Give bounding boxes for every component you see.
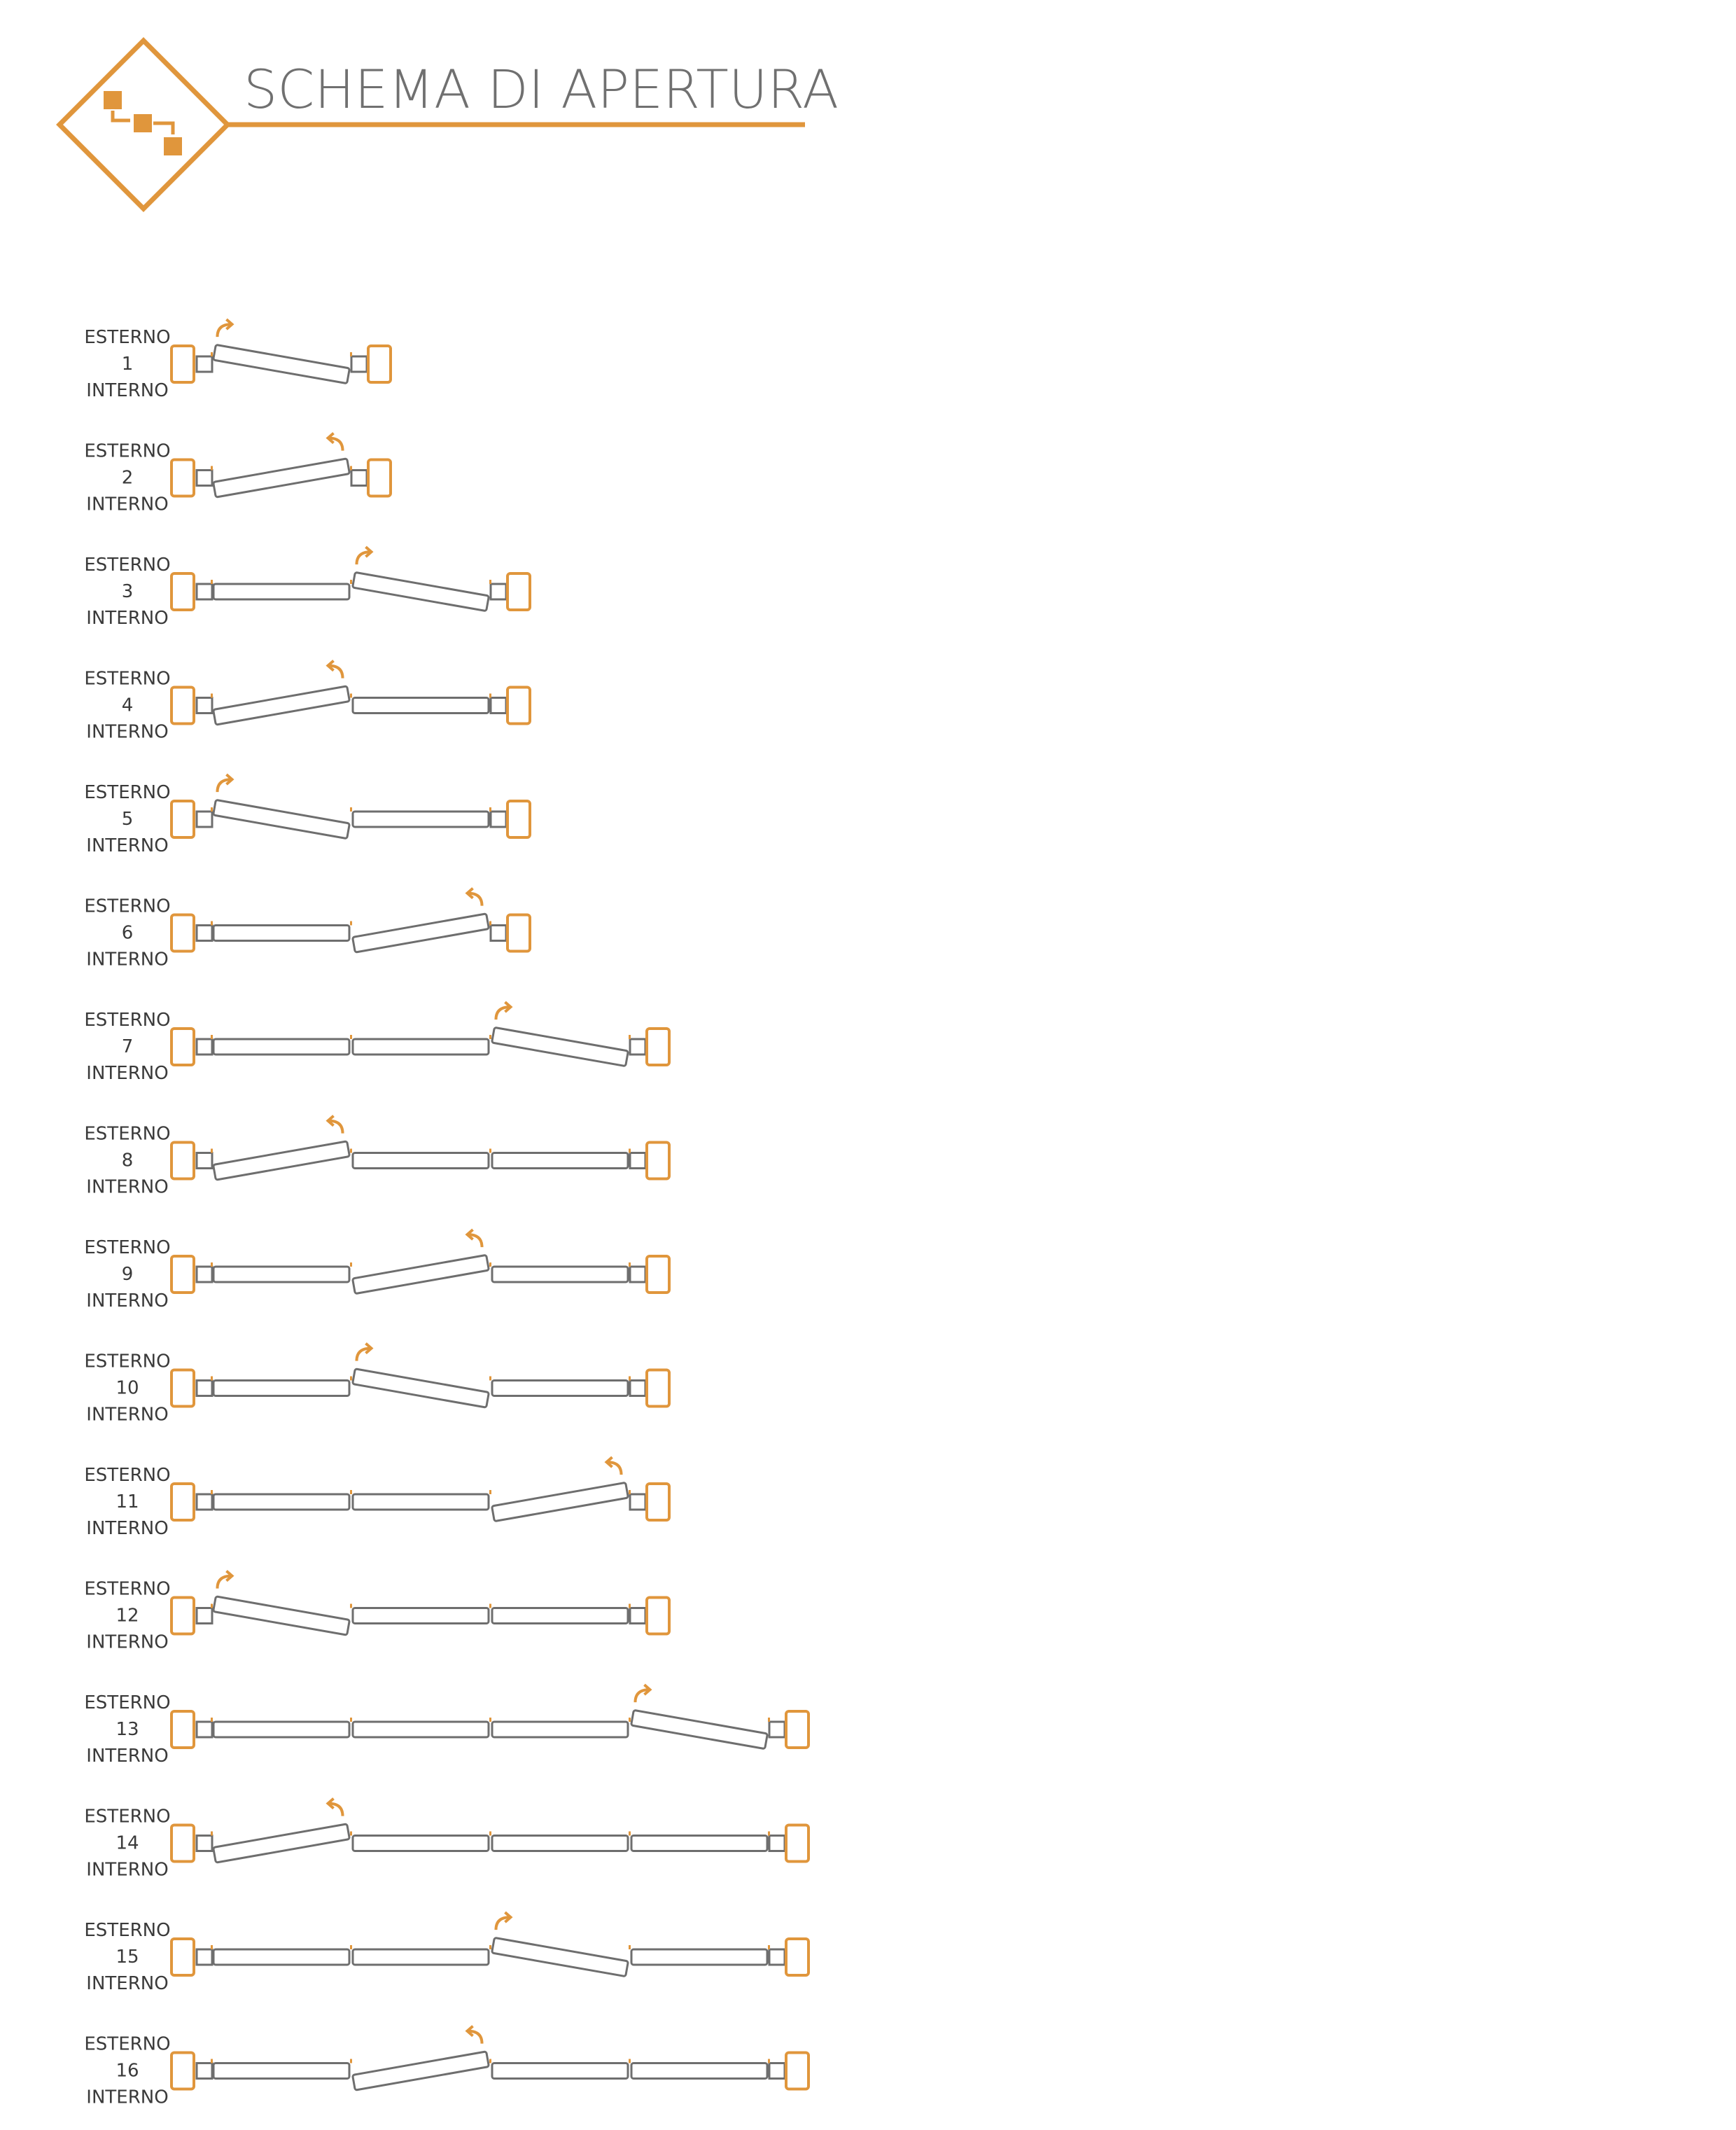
right-jamb-stub (491, 698, 506, 714)
fixed-panel (214, 1494, 349, 1510)
left-frame-post (172, 1825, 194, 1862)
rotate-ccw-arrow-icon (328, 661, 343, 678)
right-jamb-stub (630, 1608, 645, 1624)
hinge-mark (768, 2059, 770, 2063)
hinge-mark (211, 352, 213, 356)
fixed-panel (353, 1722, 489, 1737)
right-frame-post (786, 2053, 808, 2089)
left-frame-post (172, 801, 194, 837)
right-jamb-stub (769, 2063, 785, 2079)
inside-label: INTERNO (86, 1973, 169, 1994)
hinge-mark (629, 1945, 631, 1949)
page-title: SCHEMA DI APERTURA (244, 58, 839, 120)
scheme-number: 16 (115, 2060, 139, 2082)
opening-panel (492, 1027, 629, 1066)
left-jamb-stub (197, 698, 212, 714)
scheme-row (84, 1912, 808, 1994)
hinge-mark (350, 1945, 352, 1949)
outside-label: ESTERNO (84, 1351, 171, 1372)
hinge-mark (489, 1035, 491, 1039)
hinge-mark (489, 2059, 491, 2063)
right-frame-post (647, 1143, 669, 1179)
outside-label: ESTERNO (84, 1123, 171, 1145)
left-frame-post (172, 2053, 194, 2089)
outside-label: ESTERNO (84, 327, 171, 348)
opening-panel (353, 1255, 489, 1293)
fixed-panel (492, 2063, 628, 2079)
hinge-mark (768, 1718, 770, 1722)
hinge-mark (211, 694, 213, 698)
hinge-mark (489, 580, 491, 584)
outside-label: ESTERNO (84, 1920, 171, 1941)
right-jamb-stub (351, 471, 367, 486)
outside-label: ESTERNO (84, 1465, 171, 1486)
inside-label: INTERNO (86, 1746, 169, 1767)
hinge-mark (768, 1945, 770, 1949)
inside-label: INTERNO (86, 494, 169, 515)
hinge-mark (211, 1149, 213, 1153)
right-jamb-stub (769, 1722, 785, 1737)
outside-label: ESTERNO (84, 782, 171, 803)
fixed-panel (214, 584, 349, 599)
left-frame-post (172, 1711, 194, 1748)
right-jamb-stub (491, 584, 506, 599)
hinge-mark (629, 1149, 631, 1153)
fixed-panel (214, 1722, 349, 1737)
scheme-number: 9 (121, 1264, 134, 1285)
hinge-mark (489, 921, 491, 926)
opening-panel (214, 686, 350, 725)
fixed-panel (353, 1494, 489, 1510)
hinge-mark (489, 807, 491, 812)
hinge-mark (489, 1832, 491, 1836)
hinge-mark (350, 921, 352, 926)
fixed-panel (631, 1836, 767, 1851)
left-frame-post (172, 688, 194, 724)
fixed-panel (214, 1267, 349, 1282)
scheme-number: 4 (121, 695, 134, 716)
hinge-mark (350, 1035, 352, 1039)
left-jamb-stub (197, 1267, 212, 1282)
rotate-ccw-arrow-icon (468, 2026, 482, 2044)
right-jamb-stub (351, 356, 367, 372)
fixed-panel (353, 1153, 489, 1169)
hinge-mark (211, 1945, 213, 1949)
scheme-row (84, 319, 391, 401)
rotate-cw-arrow-icon (356, 547, 371, 564)
right-frame-post (368, 460, 391, 496)
hinge-mark (211, 1832, 213, 1836)
fixed-panel (353, 812, 489, 827)
outside-label: ESTERNO (84, 440, 171, 462)
hinge-mark (211, 1604, 213, 1608)
hinge-mark (211, 1718, 213, 1722)
right-frame-post (507, 801, 530, 837)
hinge-mark (629, 1832, 631, 1836)
right-frame-post (786, 1939, 808, 1975)
hinge-mark (211, 1377, 213, 1381)
right-jamb-stub (769, 1836, 785, 1851)
hinge-mark (489, 1490, 491, 1494)
inside-label: INTERNO (86, 380, 169, 401)
hinge-mark (350, 1490, 352, 1494)
hinge-mark (489, 1604, 491, 1608)
hinge-mark (489, 694, 491, 698)
outside-label: ESTERNO (84, 1237, 171, 1258)
scheme-row (84, 1344, 669, 1426)
left-frame-post (172, 346, 194, 382)
scheme-number: 10 (115, 1377, 139, 1399)
right-frame-post (786, 1825, 808, 1862)
inside-label: INTERNO (86, 1176, 169, 1198)
rotate-cw-arrow-icon (217, 1571, 232, 1589)
right-frame-post (647, 1256, 669, 1293)
fixed-panel (353, 1039, 489, 1054)
fixed-panel (214, 926, 349, 941)
left-jamb-stub (197, 2063, 212, 2079)
opening-panel (214, 459, 350, 497)
scheme-number: 12 (115, 1605, 139, 1627)
rotate-ccw-arrow-icon (468, 1230, 482, 1247)
scheme-list (84, 319, 808, 2108)
left-jamb-stub (197, 1039, 212, 1054)
hinge-mark (350, 1262, 352, 1267)
header-logo (59, 41, 227, 209)
left-jamb-stub (197, 1381, 212, 1396)
fixed-panel (214, 1039, 349, 1054)
opening-panel (353, 572, 489, 611)
hinge-mark (211, 466, 213, 471)
scheme-number: 11 (115, 1491, 139, 1512)
scheme-row (84, 889, 530, 970)
scheme-row (84, 433, 391, 515)
inside-label: INTERNO (86, 1063, 169, 1084)
left-frame-post (172, 1484, 194, 1520)
hinge-mark (489, 1718, 491, 1722)
rotate-cw-arrow-icon (356, 1344, 371, 1361)
right-jamb-stub (630, 1153, 645, 1169)
scheme-row (84, 1571, 669, 1653)
right-jamb-stub (630, 1039, 645, 1054)
left-jamb-stub (197, 1494, 212, 1510)
right-jamb-stub (630, 1494, 645, 1510)
opening-panel (492, 1937, 629, 1976)
hinge-mark (350, 466, 352, 471)
scheme-number: 5 (121, 809, 134, 830)
left-frame-post (172, 915, 194, 952)
rotate-cw-arrow-icon (635, 1685, 650, 1702)
right-frame-post (507, 915, 530, 952)
hinge-mark (629, 1262, 631, 1267)
right-frame-post (507, 573, 530, 610)
hinge-mark (211, 1035, 213, 1039)
outside-label: ESTERNO (84, 1692, 171, 1713)
hinge-mark (211, 921, 213, 926)
right-jamb-stub (630, 1381, 645, 1396)
hinge-mark (629, 1490, 631, 1494)
hinge-mark (211, 2059, 213, 2063)
fixed-panel (353, 1608, 489, 1624)
opening-panel (214, 1141, 350, 1180)
inside-label: INTERNO (86, 1859, 169, 1881)
scheme-number: 14 (115, 1832, 139, 1854)
hinge-mark (629, 1604, 631, 1608)
opening-panel (214, 800, 350, 838)
left-frame-post (172, 460, 194, 496)
scheme-number: 15 (115, 1947, 139, 1968)
opening-panel (631, 1710, 768, 1748)
fixed-panel (353, 1836, 489, 1851)
left-jamb-stub (197, 1153, 212, 1169)
opening-panel (214, 1596, 350, 1635)
fixed-panel (214, 1381, 349, 1396)
fixed-panel (353, 698, 489, 714)
left-frame-post (172, 1370, 194, 1407)
rotate-ccw-arrow-icon (607, 1457, 622, 1475)
outside-label: ESTERNO (84, 2033, 171, 2055)
outside-label: ESTERNO (84, 1806, 171, 1828)
hinge-mark (629, 1718, 631, 1722)
scheme-row (84, 661, 530, 743)
left-jamb-stub (197, 1836, 212, 1851)
scheme-row (84, 774, 530, 856)
inside-label: INTERNO (86, 1404, 169, 1426)
hinge-mark (629, 1377, 631, 1381)
left-jamb-stub (197, 1608, 212, 1624)
hinge-mark (211, 807, 213, 812)
fixed-panel (492, 1381, 628, 1396)
fixed-panel (353, 1949, 489, 1965)
left-frame-post (172, 1143, 194, 1179)
scheme-row (84, 1230, 669, 1311)
left-frame-post (172, 1256, 194, 1293)
right-frame-post (647, 1029, 669, 1065)
outside-label: ESTERNO (84, 555, 171, 576)
rotate-ccw-arrow-icon (328, 1799, 343, 1816)
fixed-panel (492, 1267, 628, 1282)
rotate-cw-arrow-icon (217, 774, 232, 792)
left-jamb-stub (197, 1722, 212, 1737)
opening-panel (353, 1369, 489, 1407)
scheme-number: 1 (121, 354, 134, 375)
hinge-mark (350, 2059, 352, 2063)
scheme-number: 6 (121, 922, 134, 944)
scheme-row (84, 1799, 808, 1881)
right-frame-post (647, 1598, 669, 1634)
left-jamb-stub (197, 1949, 212, 1965)
fixed-panel (631, 1949, 767, 1965)
hinge-mark (489, 1945, 491, 1949)
inside-label: INTERNO (86, 835, 169, 856)
left-jamb-stub (197, 584, 212, 599)
fixed-panel (492, 1153, 628, 1169)
hinge-mark (211, 580, 213, 584)
fixed-panel (492, 1836, 628, 1851)
rotate-ccw-arrow-icon (328, 433, 343, 451)
fixed-panel (214, 2063, 349, 2079)
rotate-cw-arrow-icon (217, 319, 232, 337)
rotate-ccw-arrow-icon (328, 1116, 343, 1134)
inside-label: INTERNO (86, 721, 169, 743)
hinge-mark (211, 1262, 213, 1267)
hinge-mark (350, 1604, 352, 1608)
inside-label: INTERNO (86, 2087, 169, 2108)
scheme-row (84, 1685, 808, 1767)
hinge-mark (489, 1149, 491, 1153)
scheme-number: 8 (121, 1150, 134, 1171)
fixed-panel (631, 2063, 767, 2079)
hinge-mark (629, 1035, 631, 1039)
opening-panel (353, 2052, 489, 2090)
left-jamb-stub (197, 812, 212, 827)
fixed-panel (214, 1949, 349, 1965)
hinge-mark (629, 2059, 631, 2063)
hinge-mark (489, 1377, 491, 1381)
right-frame-post (647, 1484, 669, 1520)
inside-label: INTERNO (86, 608, 169, 629)
scheme-number: 7 (121, 1036, 134, 1057)
left-jamb-stub (197, 356, 212, 372)
hinge-mark (350, 1832, 352, 1836)
hinge-mark (211, 1490, 213, 1494)
scheme-number: 3 (121, 581, 134, 602)
inside-label: INTERNO (86, 1631, 169, 1653)
hinge-mark (489, 1262, 491, 1267)
inside-label: INTERNO (86, 1518, 169, 1539)
scheme-number: 2 (121, 467, 134, 489)
hinge-mark (350, 694, 352, 698)
opening-panel (214, 344, 350, 383)
inside-label: INTERNO (86, 1290, 169, 1311)
hinge-mark (768, 1832, 770, 1836)
outside-label: ESTERNO (84, 1010, 171, 1031)
scheme-row (84, 1116, 669, 1198)
left-jamb-stub (197, 926, 212, 941)
right-jamb-stub (630, 1267, 645, 1282)
left-frame-post (172, 1939, 194, 1975)
hinge-mark (350, 1149, 352, 1153)
scheme-number: 13 (115, 1719, 139, 1740)
right-frame-post (647, 1370, 669, 1407)
right-frame-post (786, 1711, 808, 1748)
opening-panel (353, 914, 489, 952)
rotate-ccw-arrow-icon (468, 889, 482, 906)
outside-label: ESTERNO (84, 668, 171, 690)
hinge-mark (350, 1718, 352, 1722)
rotate-cw-arrow-icon (496, 1912, 510, 1930)
scheme-row (84, 1002, 669, 1084)
scheme-row (84, 2026, 808, 2108)
hinge-mark (350, 352, 352, 356)
right-jamb-stub (491, 926, 506, 941)
left-jamb-stub (197, 471, 212, 486)
rotate-cw-arrow-icon (496, 1002, 510, 1019)
right-jamb-stub (769, 1949, 785, 1965)
outside-label: ESTERNO (84, 896, 171, 917)
hinge-mark (350, 807, 352, 812)
hinge-mark (350, 580, 352, 584)
opening-panel (492, 1482, 629, 1521)
left-frame-post (172, 1029, 194, 1065)
right-frame-post (368, 346, 391, 382)
scheme-row (84, 547, 530, 629)
left-frame-post (172, 573, 194, 610)
fixed-panel (492, 1722, 628, 1737)
hinge-mark (350, 1377, 352, 1381)
left-frame-post (172, 1598, 194, 1634)
right-frame-post (507, 688, 530, 724)
outside-label: ESTERNO (84, 1578, 171, 1600)
fixed-panel (492, 1608, 628, 1624)
inside-label: INTERNO (86, 949, 169, 970)
right-jamb-stub (491, 812, 506, 827)
opening-panel (214, 1824, 350, 1863)
scheme-row (84, 1457, 669, 1539)
